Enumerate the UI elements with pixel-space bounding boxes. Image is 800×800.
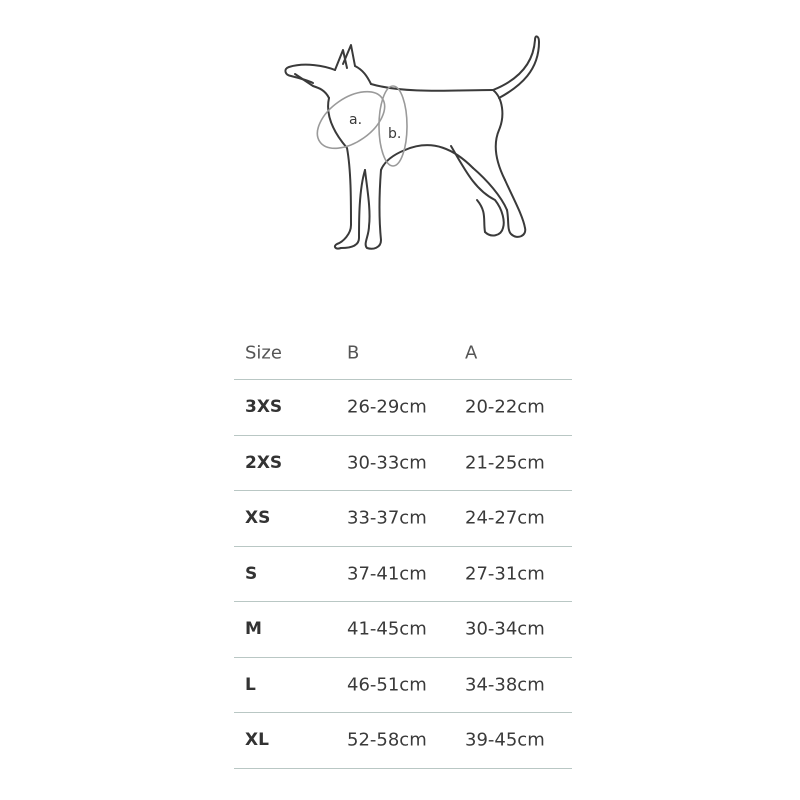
header-b: B <box>347 342 360 363</box>
a-value: 39-45cm <box>465 729 545 751</box>
table-row <box>234 713 572 769</box>
table-row <box>234 547 572 603</box>
size-value: XS <box>245 508 271 529</box>
b-value: 33-37cm <box>347 507 427 529</box>
b-value: 41-45cm <box>347 618 427 640</box>
a-value: 24-27cm <box>465 507 545 529</box>
size-value: 2XS <box>245 452 283 473</box>
size-value: 3XS <box>245 397 283 418</box>
header-size: Size <box>245 342 282 363</box>
label-a: a. <box>349 112 363 128</box>
dog-outline-icon <box>255 20 555 260</box>
a-value: 21-25cm <box>465 452 545 474</box>
table-row <box>234 658 572 714</box>
b-value: 26-29cm <box>347 396 427 418</box>
size-value: M <box>245 619 262 640</box>
b-value: 30-33cm <box>347 452 427 474</box>
a-value: 20-22cm <box>465 396 545 418</box>
dog-measurement-illustration <box>255 20 555 260</box>
a-value: 27-31cm <box>465 563 545 585</box>
a-value: 30-34cm <box>465 618 545 640</box>
table-row <box>234 436 572 492</box>
a-value: 34-38cm <box>465 674 545 696</box>
size-value: L <box>245 674 256 695</box>
size-value: XL <box>245 730 269 751</box>
b-value: 52-58cm <box>347 729 427 751</box>
b-value: 46-51cm <box>347 674 427 696</box>
b-value: 37-41cm <box>347 563 427 585</box>
size-value: S <box>245 563 258 584</box>
table-row <box>234 380 572 436</box>
table-row <box>234 602 572 658</box>
label-b: b. <box>388 126 402 142</box>
header-a: A <box>465 342 478 363</box>
table-row <box>234 491 572 547</box>
table-header-row <box>234 326 572 380</box>
size-chart-table <box>234 326 572 769</box>
